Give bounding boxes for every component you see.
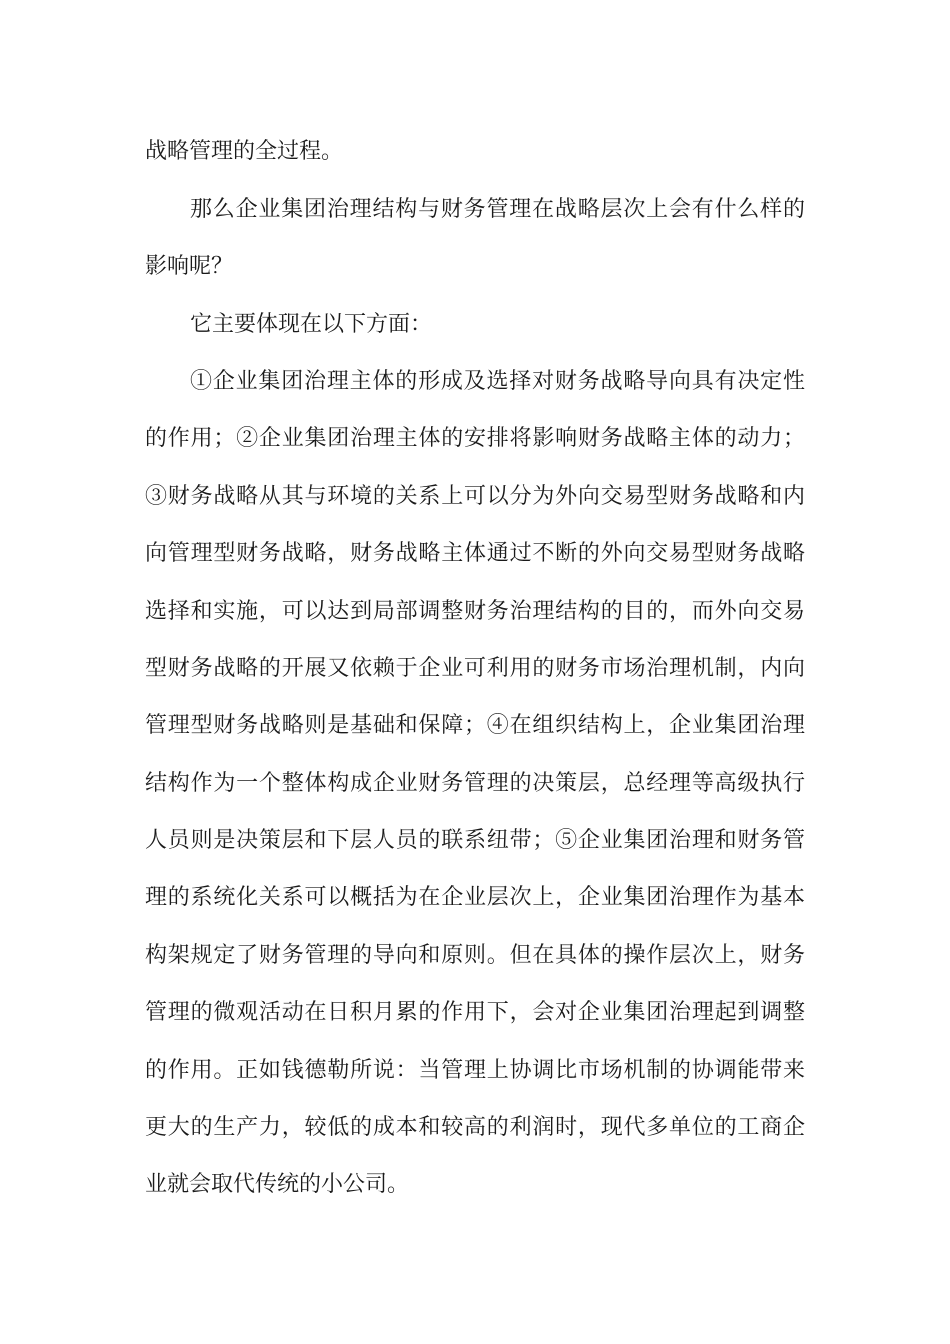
text-line: ③财务战略从其与环境的关系上可以分为外向交易型财务战略和内 — [145, 484, 805, 509]
text-line: 理的系统化关系可以概括为在企业层次上，企业集团治理作为基本 — [145, 885, 805, 910]
text-line: 战略管理的全过程。 — [145, 139, 344, 164]
text-line: ①企业集团治理主体的形成及选择对财务战略导向具有决定性 — [190, 369, 805, 394]
text-line: 更大的生产力，较低的成本和较高的利润时，现代多单位的工商企 — [145, 1115, 805, 1140]
text-line: 型财务战略的开展又依赖于企业可利用的财务市场治理机制，内向 — [145, 656, 805, 681]
text-line: 结构作为一个整体构成企业财务管理的决策层，总经理等高级执行 — [145, 771, 805, 796]
text-line: 构架规定了财务管理的导向和原则。但在具体的操作层次上，财务 — [145, 943, 805, 968]
text-line: 人员则是决策层和下层人员的联系纽带；⑤企业集团治理和财务管 — [145, 828, 805, 853]
text-line: 那么企业集团治理结构与财务管理在战略层次上会有什么样的 — [190, 197, 805, 222]
text-line: 它主要体现在以下方面： — [190, 312, 433, 337]
text-line: 管理型财务战略则是基础和保障；④在组织结构上，企业集团治理 — [145, 713, 805, 738]
text-line: 选择和实施，可以达到局部调整财务治理结构的目的，而外向交易 — [145, 599, 805, 624]
text-line: 的作用；②企业集团治理主体的安排将影响财务战略主体的动力； — [145, 426, 805, 451]
text-line: 向管理型财务战略，财务战略主体通过不断的外向交易型财务战略 — [145, 541, 805, 566]
text-line: 的作用。正如钱德勒所说：当管理上协调比市场机制的协调能带来 — [145, 1058, 805, 1083]
text-line: 管理的微观活动在日积月累的作用下，会对企业集团治理起到调整 — [145, 1000, 805, 1025]
text-line: 业就会取代传统的小公司。 — [145, 1172, 410, 1197]
text-line: 影响呢？ — [145, 254, 234, 279]
